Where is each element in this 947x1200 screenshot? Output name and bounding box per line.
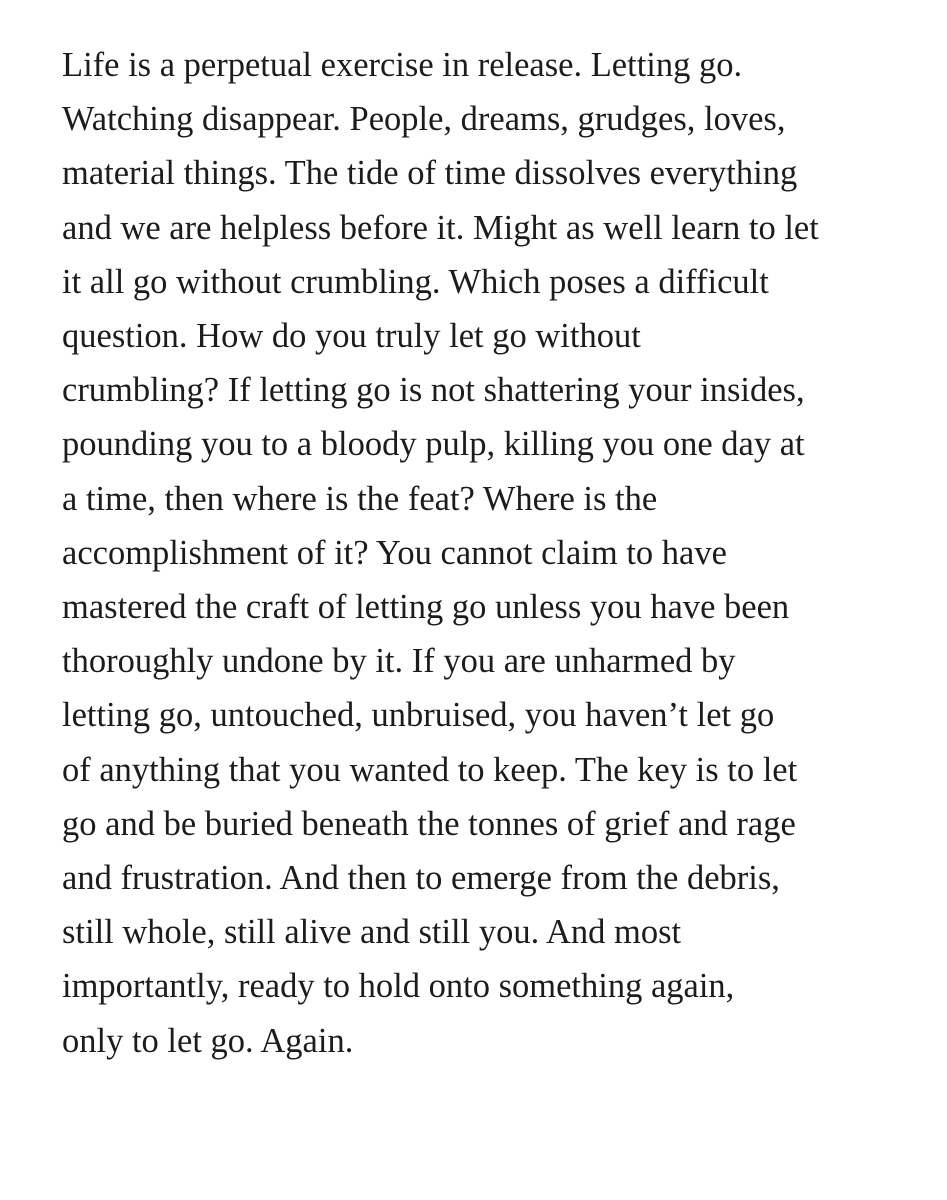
text-line: pounding you to a bloody pulp, killing you one day at: [62, 425, 805, 464]
text-line: still whole, still alive and still you. And most: [62, 913, 682, 952]
text-line: importantly, ready to hold onto something again,: [62, 967, 735, 1006]
text-line: a time, then where is the feat? Where is the: [62, 479, 658, 518]
text-line: crumbling? If letting go is not shattering your insides,: [62, 371, 805, 410]
text-line: and we are helpless before it. Might as well learn to let: [62, 208, 819, 247]
text-line: and frustration. And then to emerge from the debris,: [62, 859, 780, 898]
text-line: only to let go. Again.: [62, 1021, 354, 1060]
text-line: of anything that you wanted to keep. The key is to let: [62, 750, 798, 789]
text-line: go and be buried beneath the tonnes of grief and rage: [62, 804, 796, 843]
text-line: accomplishment of it? You cannot claim to have: [62, 533, 727, 572]
text-line: thoroughly undone by it. If you are unharmed by: [62, 642, 736, 681]
text-line: it all go without crumbling. Which poses a difficult: [62, 262, 769, 301]
text-line: Watching disappear. People, dreams, grudges, loves,: [62, 100, 786, 139]
text-line: letting go, untouched, unbruised, you haven’t let go: [62, 696, 775, 735]
text-line: material things. The tide of time dissolves everything: [62, 154, 798, 193]
text-line: mastered the craft of letting go unless you have been: [62, 588, 790, 627]
text-line: Life is a perpetual exercise in release. Letting go.: [62, 46, 743, 84]
body-paragraph: [62, 38, 922, 1068]
text-line: question. How do you truly let go without: [62, 317, 641, 356]
